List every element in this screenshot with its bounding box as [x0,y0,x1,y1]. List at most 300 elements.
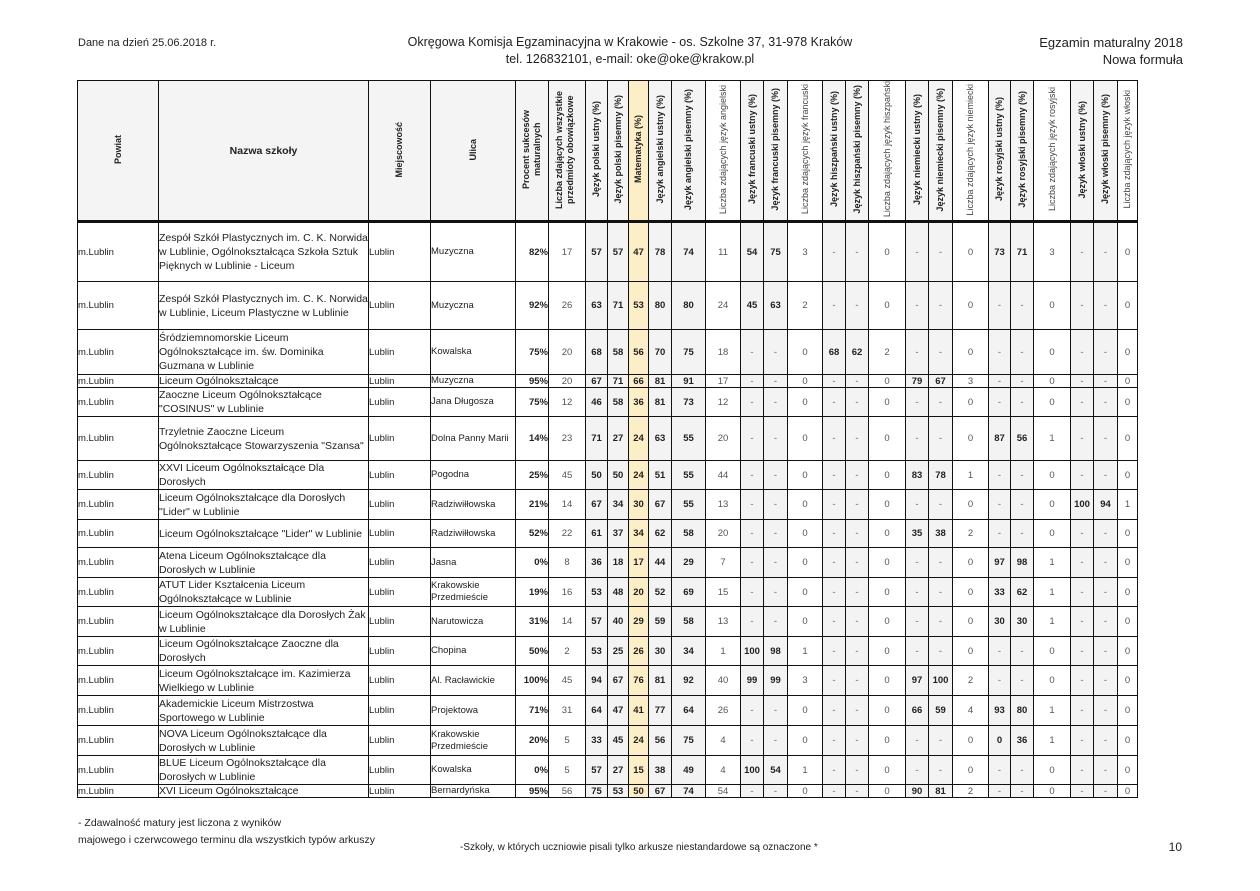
table-body [78,222,1138,798]
city-cell: Lublin [369,578,431,607]
value-cell: 1 [788,637,823,666]
value-cell: 14 [549,607,586,637]
value-cell: 67 [929,375,953,388]
city-cell: Lublin [369,637,431,666]
value-cell: 0 [1118,461,1138,490]
value-cell: 0 [1034,330,1071,375]
value-cell: - [846,756,869,785]
value-cell: - [741,388,764,417]
value-cell: - [929,637,953,666]
value-cell: 0 [869,785,906,798]
value-cell: 35 [906,520,929,548]
column-header-school-name [159,81,369,222]
value-cell: 0 [953,578,989,607]
value-cell: 41 [629,696,649,726]
value-cell: 0 [1118,375,1138,388]
column-header-col-15 [823,81,846,222]
value-cell: - [989,461,1011,490]
value-cell: - [1094,696,1118,726]
powiat-cell: m.Lublin [78,607,159,637]
value-cell: 77 [649,696,672,726]
column-header-label: Powiat [112,134,123,164]
value-cell: 34 [608,490,629,520]
value-cell: 0 [788,696,823,726]
city-cell: Lublin [369,726,431,756]
organization-contact: tel. 126832101, e-mail: oke@oke@krakow.pl [505,52,755,66]
value-cell: 55 [672,490,706,520]
page-number: 10 [1168,840,1182,854]
value-cell: 53 [586,637,608,666]
value-cell: - [846,282,869,330]
street-cell: Jasna [431,548,516,578]
value-cell: 44 [706,461,741,490]
value-cell: 34 [672,637,706,666]
value-cell: 2 [788,282,823,330]
column-header-label: Ulica [467,138,478,161]
value-cell: 68 [823,330,846,375]
city-cell: Lublin [369,520,431,548]
value-cell: - [823,461,846,490]
value-cell: - [1011,637,1034,666]
value-cell: 4 [706,726,741,756]
value-cell: - [1094,607,1118,637]
value-cell: 29 [629,607,649,637]
value-cell: - [823,282,846,330]
table-row [78,417,1138,461]
value-cell: - [741,578,764,607]
value-cell: - [823,756,846,785]
value-cell: 54 [764,756,788,785]
value-cell: 30 [989,607,1011,637]
value-cell: 58 [608,388,629,417]
value-cell: 0 [788,785,823,798]
value-cell: 47 [608,696,629,726]
value-cell: 18 [706,330,741,375]
results-table [77,80,1138,798]
value-cell: 75% [516,388,549,417]
value-cell: 2 [549,637,586,666]
value-cell: 0 [1118,607,1138,637]
value-cell: - [823,375,846,388]
value-cell: - [846,607,869,637]
value-cell: 1 [1034,417,1071,461]
value-cell: 0 [1118,726,1138,756]
column-header-col-19 [929,81,953,222]
value-cell: 52% [516,520,549,548]
value-cell: 97 [989,548,1011,578]
value-cell: 14% [516,417,549,461]
powiat-cell: m.Lublin [78,548,159,578]
value-cell: - [989,666,1011,696]
school-name-cell: XVI Liceum Ogólnokształcące [159,785,369,798]
street-cell: Al. Racławickie [431,666,516,696]
value-cell: 2 [869,330,906,375]
value-cell: 38 [649,756,672,785]
value-cell: - [741,375,764,388]
column-header-label: Język polski ustny (%) [591,101,601,198]
value-cell: 57 [608,222,629,282]
value-cell: 99 [764,666,788,696]
value-cell: 12 [706,388,741,417]
value-cell: 56 [629,330,649,375]
value-cell: - [741,417,764,461]
value-cell: 1 [1034,607,1071,637]
city-cell: Lublin [369,666,431,696]
value-cell: 40 [608,607,629,637]
city-cell: Lublin [369,461,431,490]
value-cell: 44 [649,548,672,578]
value-cell: - [1094,785,1118,798]
value-cell: 74 [672,785,706,798]
value-cell: - [823,490,846,520]
value-cell: - [1094,756,1118,785]
street-cell: Kowalska [431,756,516,785]
column-header-col-25 [1094,81,1118,222]
powiat-cell: m.Lublin [78,696,159,726]
column-header-label: Liczba zdających język hiszpański [881,81,892,218]
school-name-cell: Zespół Szkół Plastycznych im. C. K. Norwida w Lublinie, Liceum Plastyczne w Lublinie [159,282,369,330]
value-cell: - [929,578,953,607]
value-cell: 0 [788,578,823,607]
value-cell: 0 [953,726,989,756]
value-cell: - [846,578,869,607]
value-cell: 7 [706,548,741,578]
value-cell: 74 [672,222,706,282]
street-cell: Projektowa [431,696,516,726]
value-cell: 75 [764,222,788,282]
school-name-cell: XXVI Liceum Ogólnokształcące Dla Dorosłych [159,461,369,490]
table-row [78,375,1138,388]
value-cell: - [823,222,846,282]
table-row [78,461,1138,490]
value-cell: 45 [549,461,586,490]
value-cell: - [1011,756,1034,785]
table-row [78,222,1138,282]
column-header-label: Język włoski ustny (%) [1076,100,1087,199]
column-header-city [369,81,431,222]
value-cell: 0 [788,548,823,578]
value-cell: 20 [549,375,586,388]
value-cell: - [823,607,846,637]
value-cell: 4 [706,756,741,785]
value-cell: 0 [869,607,906,637]
value-cell: 33 [989,578,1011,607]
value-cell: 24 [706,282,741,330]
city-cell: Lublin [369,696,431,726]
value-cell: - [1094,548,1118,578]
value-cell: - [906,417,929,461]
column-header-col-7 [608,81,629,222]
value-cell: 71% [516,696,549,726]
school-name-cell: NOVA Liceum Ogólnokształcące dla Dorosłych w Lublinie [159,726,369,756]
value-cell: 83 [906,461,929,490]
school-name-cell: Śródziemnomorskie Liceum Ogólnokształcące im. św. Dominika Guzmana w Lublinie [159,330,369,375]
value-cell: 0 [1118,756,1138,785]
value-cell: 1 [706,637,741,666]
value-cell: 81 [649,388,672,417]
column-header-col-26 [1118,81,1138,222]
value-cell: 0 [869,388,906,417]
value-cell: - [929,607,953,637]
value-cell: - [823,548,846,578]
column-header-label: Procent sukcesów maturalnych [521,109,542,190]
table-row [78,637,1138,666]
value-cell: 94 [586,666,608,696]
city-cell: Lublin [369,282,431,330]
value-cell: 78 [649,222,672,282]
value-cell: 0 [1034,666,1071,696]
value-cell: 91 [672,375,706,388]
value-cell: - [929,330,953,375]
value-cell: 56 [549,785,586,798]
value-cell: - [1011,282,1034,330]
column-header-col-4 [516,81,549,222]
value-cell: 81 [649,666,672,696]
value-cell: 36 [1011,726,1034,756]
value-cell: 50% [516,637,549,666]
street-cell: Radziwiłłowska [431,490,516,520]
value-cell: 59 [649,607,672,637]
value-cell: - [741,490,764,520]
value-cell: 0 [1034,520,1071,548]
table-header-row [78,81,1138,222]
powiat-cell: m.Lublin [78,578,159,607]
powiat-cell: m.Lublin [78,785,159,798]
value-cell: - [906,637,929,666]
value-cell: 0 [1034,375,1071,388]
value-cell: 53 [608,785,629,798]
school-name-cell: Liceum Ogólnokształcące im. Kazimierza Wielkiego w Lublinie [159,666,369,696]
value-cell: - [764,726,788,756]
value-cell: 0 [788,375,823,388]
value-cell: 2 [953,666,989,696]
value-cell: 26 [706,696,741,726]
value-cell: - [1071,785,1094,798]
value-cell: 56 [1011,417,1034,461]
value-cell: - [929,726,953,756]
column-header-street [431,81,516,222]
value-cell: 58 [672,607,706,637]
value-cell: 0 [1118,330,1138,375]
street-cell: Muzyczna [431,375,516,388]
value-cell: 0 [869,417,906,461]
value-cell: - [906,222,929,282]
value-cell: 0 [1118,388,1138,417]
value-cell: - [764,461,788,490]
value-cell: 31 [549,696,586,726]
value-cell: 57 [586,607,608,637]
value-cell: - [1094,637,1118,666]
value-cell: - [989,490,1011,520]
value-cell: 0 [1034,756,1071,785]
value-cell: - [906,388,929,417]
value-cell: - [764,330,788,375]
value-cell: 67 [586,375,608,388]
value-cell: 0 [953,388,989,417]
table-row [78,578,1138,607]
value-cell: 63 [764,282,788,330]
city-cell: Lublin [369,548,431,578]
value-cell: - [764,548,788,578]
value-cell: 52 [649,578,672,607]
value-cell: - [1071,637,1094,666]
value-cell: 0 [1118,222,1138,282]
value-cell: - [1094,417,1118,461]
value-cell: 71 [1011,222,1034,282]
value-cell: 16 [549,578,586,607]
value-cell: - [929,282,953,330]
value-cell: 0 [788,726,823,756]
value-cell: 53 [629,282,649,330]
column-header-label: Język hiszpański ustny (%) [828,91,839,208]
value-cell: - [1071,388,1094,417]
value-cell: - [846,548,869,578]
value-cell: 26 [629,637,649,666]
value-cell: - [846,637,869,666]
value-cell: 63 [586,282,608,330]
value-cell: 4 [953,696,989,726]
value-cell: 1 [1034,578,1071,607]
value-cell: 31% [516,607,549,637]
value-cell: 73 [672,388,706,417]
value-cell: 30 [649,637,672,666]
column-header-label: Liczba zdających wszystkie przedmioty obowiązkowe [554,90,575,209]
value-cell: 0 [953,756,989,785]
value-cell: 0 [1118,637,1138,666]
city-cell: Lublin [369,417,431,461]
value-cell: 0 [788,461,823,490]
column-header-label: Nazwa szkoły [229,144,298,157]
value-cell: 0 [869,756,906,785]
table-row [78,607,1138,637]
value-cell: 46 [586,388,608,417]
value-cell: - [741,726,764,756]
value-cell: 71 [608,282,629,330]
value-cell: 0 [1034,490,1071,520]
value-cell: - [1071,666,1094,696]
value-cell: 81 [649,375,672,388]
value-cell: 55 [672,417,706,461]
value-cell: - [1071,548,1094,578]
value-cell: 0 [869,375,906,388]
city-cell: Lublin [369,375,431,388]
value-cell: 71 [586,417,608,461]
value-cell: 58 [608,330,629,375]
value-cell: - [929,490,953,520]
school-name-cell: Liceum Ogólnokształcące Zaoczne dla Dorosłych [159,637,369,666]
city-cell: Lublin [369,607,431,637]
value-cell: 54 [741,222,764,282]
value-cell: - [741,785,764,798]
value-cell: - [989,388,1011,417]
value-cell: 13 [706,490,741,520]
school-name-cell: Akademickie Liceum Mistrzostwa Sportowego w Lublinie [159,696,369,726]
value-cell: - [846,375,869,388]
value-cell: 45 [549,666,586,696]
value-cell: - [846,222,869,282]
column-header-label: Liczba zdających język włoski [1122,90,1132,209]
value-cell: 80 [649,282,672,330]
value-cell: - [823,696,846,726]
value-cell: 0% [516,548,549,578]
value-cell: 27 [608,756,629,785]
value-cell: 75 [672,726,706,756]
value-cell: 13 [706,607,741,637]
value-cell: 27 [608,417,629,461]
city-cell: Lublin [369,222,431,282]
value-cell: - [906,756,929,785]
value-cell: - [989,520,1011,548]
value-cell: 20% [516,726,549,756]
street-cell: Muzyczna [431,222,516,282]
value-cell: - [1011,785,1034,798]
column-header-col-24 [1071,81,1094,222]
column-header-col-10 [672,81,706,222]
column-header-col-21 [989,81,1011,222]
value-cell: 0 [869,726,906,756]
value-cell: - [741,548,764,578]
value-cell: 73 [989,222,1011,282]
column-header-label: Liczba zdających język niemiecki [965,83,975,216]
value-cell: 30 [1011,607,1034,637]
value-cell: 2 [953,785,989,798]
value-cell: 50 [586,461,608,490]
table-row [78,756,1138,785]
city-cell: Lublin [369,490,431,520]
value-cell: 29 [672,548,706,578]
exam-formula: Nowa formuła [1102,52,1183,67]
column-header-col-12 [741,81,764,222]
value-cell: 0 [869,637,906,666]
value-cell: - [989,330,1011,375]
column-header-label: Język francuski ustny (%) [746,94,757,205]
table-row [78,282,1138,330]
value-cell: 62 [1011,578,1034,607]
exam-header [1039,34,1183,68]
value-cell: 15 [706,578,741,607]
column-header-col-13 [764,81,788,222]
powiat-cell: m.Lublin [78,756,159,785]
value-cell: 0 [869,490,906,520]
value-cell: - [929,417,953,461]
value-cell: 0% [516,756,549,785]
value-cell: 0 [1118,548,1138,578]
value-cell: 17 [706,375,741,388]
value-cell: 100 [741,637,764,666]
value-cell: 66 [629,375,649,388]
value-cell: 3 [788,666,823,696]
value-cell: 30 [629,490,649,520]
street-cell: Radziwiłłowska [431,520,516,548]
column-header-col-20 [953,81,989,222]
value-cell: 3 [788,222,823,282]
value-cell: - [1094,330,1118,375]
column-header-label: Język rosyjski ustny (%) [994,97,1004,202]
value-cell: - [1094,520,1118,548]
column-header-label: Miejscowość [394,121,404,178]
value-cell: 0 [953,330,989,375]
value-cell: 63 [649,417,672,461]
column-header-label: Język angielski pisemny (%) [683,88,693,211]
value-cell: 80 [672,282,706,330]
value-cell: 51 [649,461,672,490]
column-header-col-16 [846,81,869,222]
value-cell: 36 [586,548,608,578]
table-row [78,785,1138,798]
value-cell: 0 [989,726,1011,756]
value-cell: 0 [953,637,989,666]
value-cell: 93 [989,696,1011,726]
